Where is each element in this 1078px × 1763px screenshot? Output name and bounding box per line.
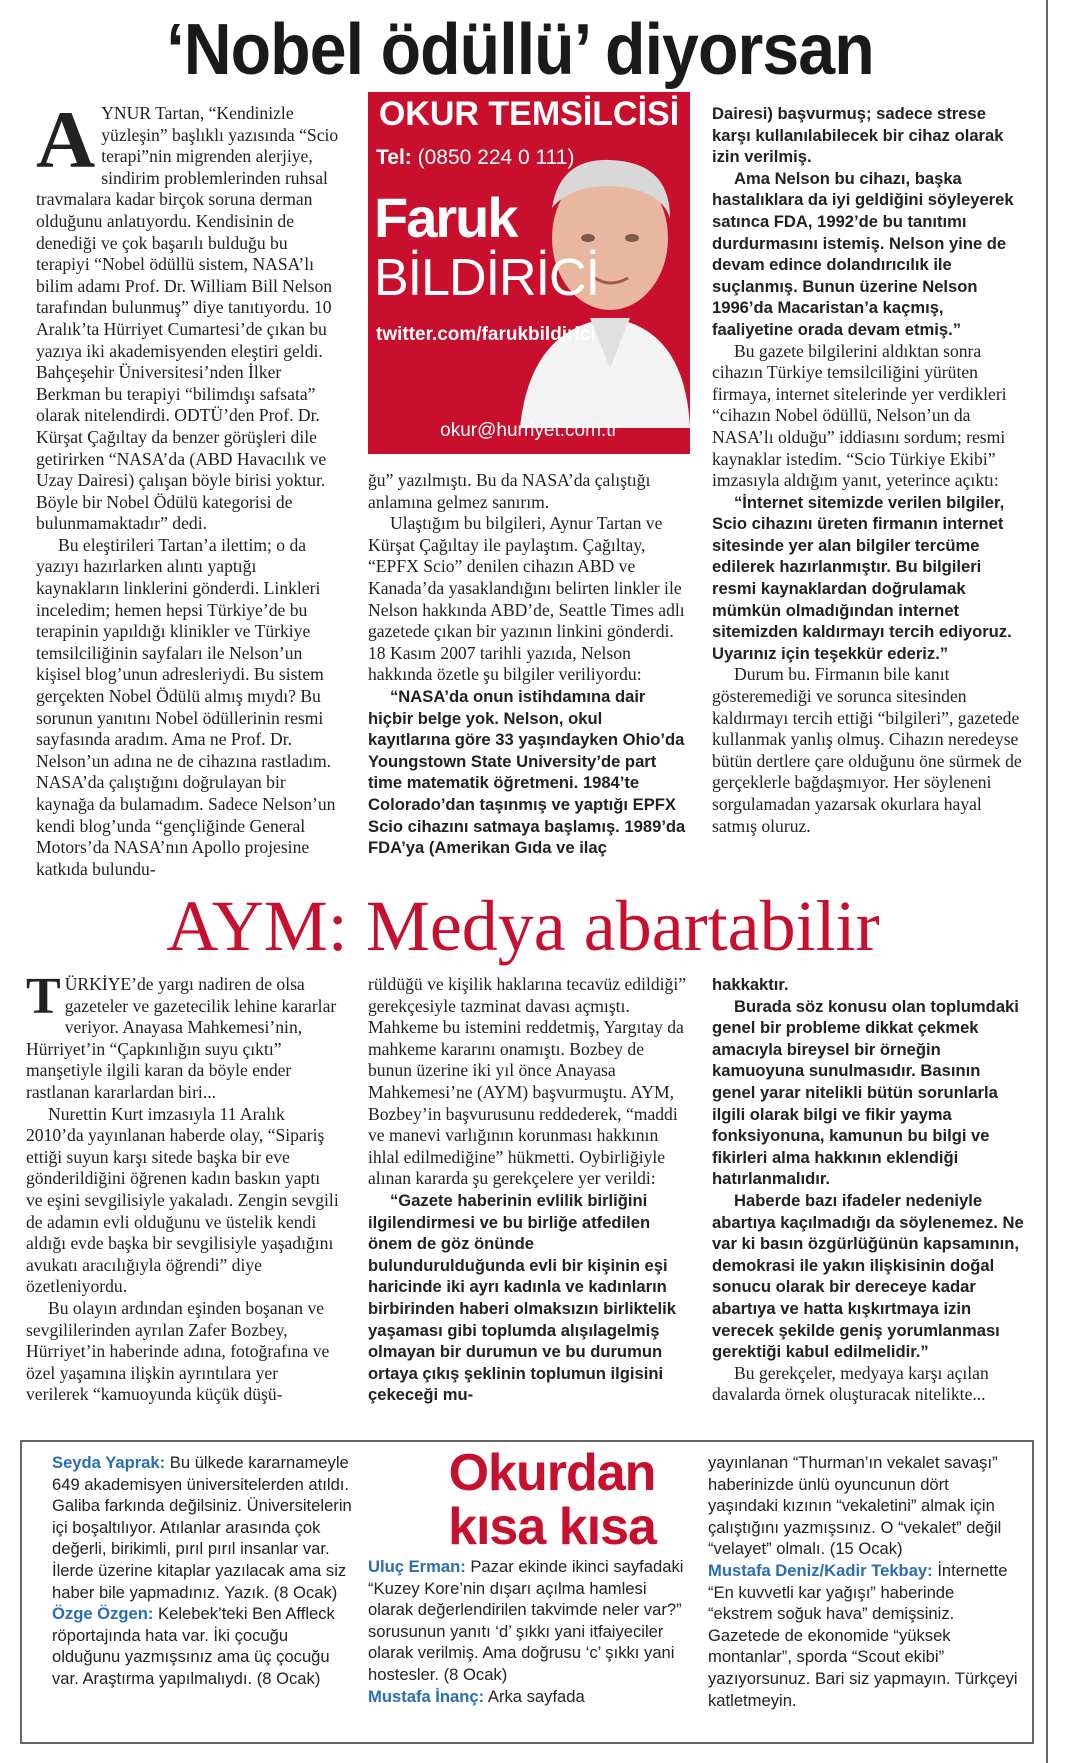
reader-notes-column-1	[52, 1452, 352, 1690]
paragraph: Bu olayın ardından eşinden boşanan ve sevgililerinden ayrılan Zafer Bozbey, Hürriyet’in haberinde adına, fotoğrafına ve özel yaşamına ilişkin ayrıntılara yer verilerek “kamuoyunda küçük düşü-	[26, 1297, 330, 1405]
quote-paragraph	[712, 103, 1028, 168]
paragraph: ÜRKİYE’de yargı nadiren de olsa gazeteler ve gazetecilik lehine kararlar veriyor. Anayasa Mahkemesi’nin, Hürriyet’in “Çapkınlığın suyu çıktı” manşetiyle ilgili karan da böyle ender rastlanan kararlardan biri...	[26, 974, 337, 1102]
phone-label: Tel:	[376, 146, 412, 169]
article1-column-3	[712, 103, 1028, 837]
ombudsman-header: OKUR TEMSİLCİSİ	[378, 95, 680, 133]
reader-note	[52, 1452, 352, 1603]
phone-line	[376, 146, 574, 170]
reader-note	[368, 1556, 688, 1686]
quote-text: hakkaktır.	[712, 975, 789, 994]
quote-text: “İnternet sitemizde verilen bilgiler, Scio cihazını üreten firmanın internet sitesinde yer alan bilgiler tercüme edilerek hazırlanmıştır. Bu bilgileri resmi kaynaklardan doğrulamak mümkün olmadığından internet sitemizden kaldırmayı tercih ediyoruz. Uyarınız için teşekkür ederiz.”	[712, 492, 1012, 663]
paragraph: ğu” yazılmıştı. Bu da NASA’da çalıştığı anlamına gelmez sanırım.	[368, 470, 651, 512]
reader-notes-column-3	[708, 1452, 1020, 1711]
paragraph: Bu eleştirileri Tartan’a ilettim; o da yazıyı hazırlarken alıntı yaptığı kaynakların linklerini gönderdi. Linkleri inceledim; hemen hepsi Türkiye’de bu terapinin yapıldığı klinikler ve Türkiye temsilciliğinin sayfaları ile Nelson’un kişisel blog’unun adresleriydi. Bu sistem gerçekten Nobel Ödülü almış mıydı? Bu sorunun yanıtını Nobel ödüllerinin resmi sayfasında aradım. Ama ne Prof. Dr. Nelson’un adına ne de cihazına rastladım. NASA’da çalıştığını doğrulayan bir kaynağa da bulamadım. Sadece Nelson’un kendi blog’unda “gençliğinde General Motors’da NASA’nın Apollo projesine katkıda bulundu-	[36, 534, 336, 879]
quote-text: “Gazete haberinin evlilik birliğini ilgilendirmesi ve bu birliğe atfedilen önem de göz önünde bulundurulduğunda evli bir kişinin eşi haricinde iki ayrı kadınla ve kadınların birbirinden haberi olmaksızın birliktelik yaşaması gibi toplumda alışılagelmiş olmayan bir durumun ve bu durumun ortaya çıkış şeklinin toplumun ilgisini çekeceği mu-	[368, 1190, 676, 1405]
reader-note	[708, 1452, 1020, 1560]
reader-notes-box	[20, 1440, 1034, 1744]
reader-note-text: Arka sayfada	[487, 1686, 585, 1706]
drop-cap-a: A	[36, 94, 96, 185]
quote-paragraph	[368, 1190, 688, 1406]
reader-name: Uluç Erman:	[368, 1557, 466, 1576]
reader-note-text: İnternette “En kuvvetli kar yağışı” haberinde “ekstrem soğuk hava” demişsiniz. Gazetede de ekonomide “yüksek montanlar”, sporda “Scout ekibi” yazıyorsunuz. Bari siz yapmayın. Türkçeyi katletmeyin.	[708, 1560, 1018, 1710]
reader-note-text: Pazar ekinde ikinci sayfadaki “Kuzey Kore’nin dışarı açılma hamlesi olarak değerlendirilen takvimde neler var?” sorusunun yanıtı ‘d’ şıkkı yani itfaiyeciler olarak verilmiş. Ama doğrusu ‘c’ şıkkı yani hostesler. (8 Ocak)	[368, 1557, 684, 1684]
reader-notes-column-2	[368, 1556, 688, 1707]
reader-name: Mustafa İnanç:	[368, 1686, 485, 1706]
paragraph: Nurettin Kurt imzasıyla 11 Aralık 2010’da yayınlanan haberde olay, “Sipariş ettiği suyun karşı sitede başka bir eve gönderildiğini öğrenen kadın baskın yaptı ve eşini sevgilisiyle yakaladı. Zengin sevgili de adamın evli olduğunu ve üstelik kendi aldığı evde başka bir sevgilisiyle yaşadığını avukatı aracılığıyla öğrendi” diye özetleniyordu.	[26, 1103, 339, 1297]
reader-note	[368, 1686, 688, 1708]
author-first-name: Faruk	[374, 186, 517, 249]
phone-number: (0850 224 0 111)	[417, 146, 575, 169]
reader-name: Özge Özgen:	[52, 1604, 154, 1624]
quote-paragraph	[712, 492, 1028, 665]
quote-text: Burada söz konusu olan toplumdaki genel bir probleme dikkat çekmek amacıyla bireysel bir örneğin kamuoyuna sunulmasıdır. Basının genel yarar nitelikli bütün sorunlarla ilgili olarak bilgi ve fikir yayma fonksiyonuna, kamunun bu bilgi ve fikirleri alma hakkının eklendiği hatırlanmalıdır.	[712, 996, 1019, 1189]
email-address: okur@hurriyet.com.tr	[440, 420, 618, 441]
quote-text: Dairesi) başvurmuş; sadece strese karşı kullanılabilecek bir cihaz olarak izin verilmiş.	[712, 104, 1004, 167]
article2-column-1	[26, 968, 340, 1406]
quote-text: Haberde bazı ifadeler nedeniyle abartıya kaçılmadığı da söylenemez. Ne var ki basın özgürlüğünün kapsamının, demokrasi ile yakın ilişkisinin doğal sonucu olarak bir dereceye kadar abartıya ve hatta kışkırtmaya izin verecek şekilde geniş yorumlanması gerektiği kabul edilmelidir.”	[712, 1190, 1024, 1362]
title-line-1: Okurdan	[448, 1444, 656, 1502]
reader-name: Seyda Yaprak:	[52, 1453, 166, 1472]
section-headline: AYM: Medya abartabilir	[166, 886, 880, 966]
article2-column-2	[368, 974, 688, 1406]
quote-paragraph	[712, 974, 1028, 996]
paragraph: Bu gerekçeler, medyaya karşı açılan davalarda örnek oluşturacak nitelikte...	[712, 1362, 989, 1405]
reader-note-text: Bu ülkede kararnameyle 649 akademisyen üniversitelerden atıldı. Galiba farkında değilsiniz. Üniversitelerin içi boşaltılıyor. Atılanlar arasında çok değerli, birikimli, pırıl pırıl insanlar var. İlerde üzerine kitaplar yazılacak ama siz haber bile yapmadınız. Yazık. (8 Ocak)	[52, 1453, 352, 1602]
quote-paragraph	[712, 1190, 1028, 1363]
page-right-rule	[1046, 0, 1048, 1763]
quote-text: Ama Nelson bu cihazı, başka hastalıklara da iyi geldiğini söyleyerek satınca FDA, 1992’de bu tanıtımı durdurmasını istemiş. Nelson yine de devam edince dolandırıcılık ile suçlanmış. Bunun üzerine Nelson 1996’da Macaristan’a kaçmış, faaliyetine orada devam etmiş.”	[712, 168, 1014, 339]
quote-paragraph	[368, 686, 688, 859]
paragraph: Bu gazete bilgilerini aldıktan sonra cihazın Türkiye temsilciliğini yürüten firmaya, internet sitelerinde yer verdikleri “cihazın Nobel ödüllü, Nelson’un da NASA’lı olduğu” iddiasını sordum; resmi kaynaklar istedim. “Scio Türkiye Ekibi” imzasıyla aldığım yanıt, yeterince açıktı:	[712, 340, 1007, 491]
paragraph: YNUR Tartan, “Kendinizle yüzleşin” başlıklı yazısında “Scio terapi”nin migrenden alerjiye, sindirim problemlerinden ruhsal travmalara kadar birçok soruna derman olduğunu anlatıyordu. Kendisinin de denediği ve çok başarılı bulduğu bu terapiyi “Nobel ödüllü sistem, NASA’lı bilim adamı Prof. Dr. William Bill Nelson tarafından bulunmuş” diye tanıtıyordu. 10 Aralık’ta Hürriyet Cumartesi’de çıkan bu yazıya iki akademisyenden eleştiri geldi. Bahçeşehir Üniversitesi’nden İlker Berkman bu terapiyi “bilimdışı safsata” olarak nitelendirdi. ODTÜ’den Prof. Dr. Kürşat Çağıltay da benzer görüşleri dile getirirken “NASA’da (ABD Havacılık ve Uzay Dairesi) çalışan böyle birisi yoktur. Böyle bir Nobel Ödülü kategorisi de bulunmamaktadır” dedi.	[36, 103, 339, 534]
reader-note	[708, 1560, 1020, 1711]
twitter-handle: twitter.com/farukbildirici	[376, 324, 596, 345]
reader-note-text: yayınlanan “Thurman’ın vekalet savaşı” haberinizde ünlü oyuncunun dört yaşındaki kızının “vekaletini” almak için çalıştığını yazmışsınız. O “vekalet” değil “velayet” olmalı. (15 Ocak)	[708, 1453, 1002, 1559]
quote-paragraph	[712, 996, 1028, 1190]
paragraph: Ulaştığım bu bilgileri, Aynur Tartan ve Kürşat Çağıltay ile paylaştım. Çağıltay, “EPFX Scio” denilen cihazın ABD ve Kanada’da yasaklandığını belirten linkler ile Nelson hakkında ABD’de, Seattle Times adlı gazetede çıkan bir yazının linkini gönderdi. 18 Kasım 2007 tarihli yazıda, Nelson hakkında özetle şu bilgiler veriliyordu:	[368, 513, 685, 685]
quote-text: “NASA’da onun istihdamına dair hiçbir belge yok. Nelson, okul kayıtlarına göre 33 yaşındayken Ohio’da Youngstown State University’de part time matematik öğretmeni. 1984’te Colorado’dan taşınmış ve yaptığı EPFX Scio cihazını satmaya başlamış. 1989’da FDA’ya (Amerikan Gıda ve ilaç	[368, 686, 686, 858]
reader-name: Mustafa Deniz/Kadir Tekbay:	[708, 1560, 933, 1580]
reader-notes-title	[402, 1446, 702, 1554]
quote-paragraph	[712, 168, 1028, 341]
paragraph: Durum bu. Firmanın bile kanıt gösteremediği ve sorunca sitesinden kaldırmayı tercih ettiği “bilgileri”, gazetede kullanmak yanlış olmuş. Cihazın neredeyse bütün dertlere çare olduğunu öne sürmek de gerçeklerle bağdaşmıyor. Her söyleneni sorgulamadan yazarsak okurlara hayal satmış oluruz.	[712, 664, 1022, 836]
drop-cap-t: T	[26, 968, 61, 1025]
article2-column-3	[712, 974, 1028, 1406]
paragraph: rüldüğü ve kişilik haklarına tecavüz edildiği” gerekçesiyle tazminat davası açmıştı. Mahkeme bu istemini reddetmiş, Yargıtay da mahkeme kararını onamıştı. Bozbey de bunun üzerine iki yıl önce Anayasa Mahkemesi’ne (AYM) başvurmuştu. AYM, Bozbey’in başvurusunu reddederek, “maddi ve manevi varlığının korunması hakkının ihlal edilmediğine” hükmetti. Oybirliğiyle alınan kararda şu gerekçelere yer verildi:	[368, 974, 687, 1189]
article1-column-1	[36, 94, 340, 880]
headline: ‘Nobel ödüllü’ diyorsan	[166, 10, 874, 90]
article1-column-2	[368, 470, 688, 859]
title-line-2: kısa kısa	[448, 1498, 656, 1556]
author-last-name: BİLDİRİCİ	[374, 249, 600, 307]
ombudsman-box	[368, 92, 690, 454]
reader-note-text: Kelebek’teki Ben Affleck röportajında hata var. İki çocuğu olduğunu yazmışsınız ama üç çocuğu var. Araştırma yapılmalıydı. (8 Ocak)	[52, 1604, 335, 1688]
reader-note	[52, 1603, 352, 1689]
